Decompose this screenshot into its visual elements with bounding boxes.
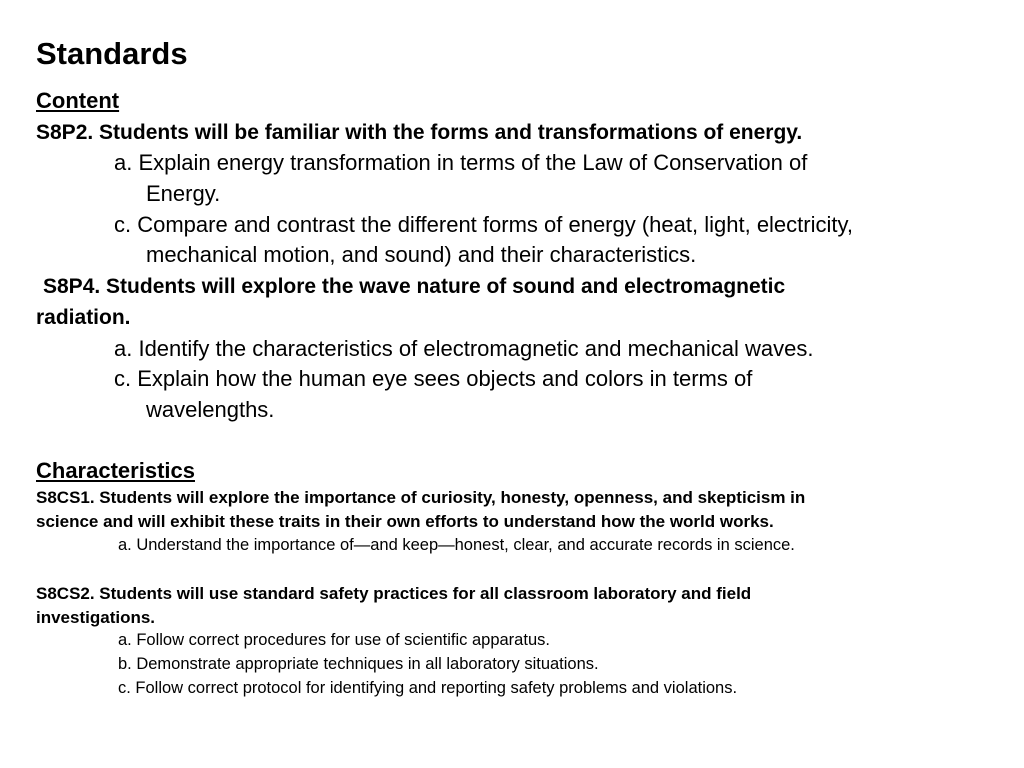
standard-s8p2-item-a-continued: Energy. (146, 181, 221, 206)
standard-s8cs2-text-continued: investigations. (36, 608, 156, 627)
standard-s8p4-text: S8P4. Students will explore the wave nature of sound and electromagnetic (43, 275, 786, 298)
standard-s8cs2-item-c: c. Follow correct protocol for identifying and reporting safety problems and violations. (118, 679, 738, 697)
standard-s8cs1-item-a: a. Understand the importance of—and keep—honest, clear, and accurate records in science. (118, 536, 795, 554)
standard-s8cs2-item-a: a. Follow correct procedures for use of scientific apparatus. (118, 631, 550, 649)
standard-s8p2-text: S8P2. Students will be familiar with the forms and transformations of energy. (36, 121, 803, 144)
standard-s8cs2-text: S8CS2. Students will use standard safety practices for all classroom laboratory and field (36, 584, 752, 603)
standard-s8p2-item-a: a. Explain energy transformation in terms of the Law of Conservation of (114, 150, 808, 175)
standard-s8p4-text-continued: radiation. (36, 306, 131, 329)
standard-s8p4-item-a: a. Identify the characteristics of electromagnetic and mechanical waves. (114, 336, 814, 361)
standard-s8p4-item-c: c. Explain how the human eye sees objects and colors in terms of (114, 366, 753, 391)
slide-title: Standards (36, 36, 188, 71)
characteristics-heading: Characteristics (36, 458, 195, 483)
content-heading: Content (36, 88, 120, 113)
standard-s8cs1-text: S8CS1. Students will explore the importance of curiosity, honesty, openness, and skepticism in (36, 488, 806, 507)
standard-s8cs2-item-b: b. Demonstrate appropriate techniques in all laboratory situations. (118, 655, 599, 673)
standard-s8p4-item-c-continued: wavelengths. (146, 397, 275, 422)
standard-s8cs1-text-continued: science and will exhibit these traits in their own efforts to understand how the world works. (36, 512, 774, 531)
standard-s8p2-item-c-continued: mechanical motion, and sound) and their characteristics. (146, 242, 697, 267)
standard-s8p2-item-c: c. Compare and contrast the different forms of energy (heat, light, electricity, (114, 212, 853, 237)
